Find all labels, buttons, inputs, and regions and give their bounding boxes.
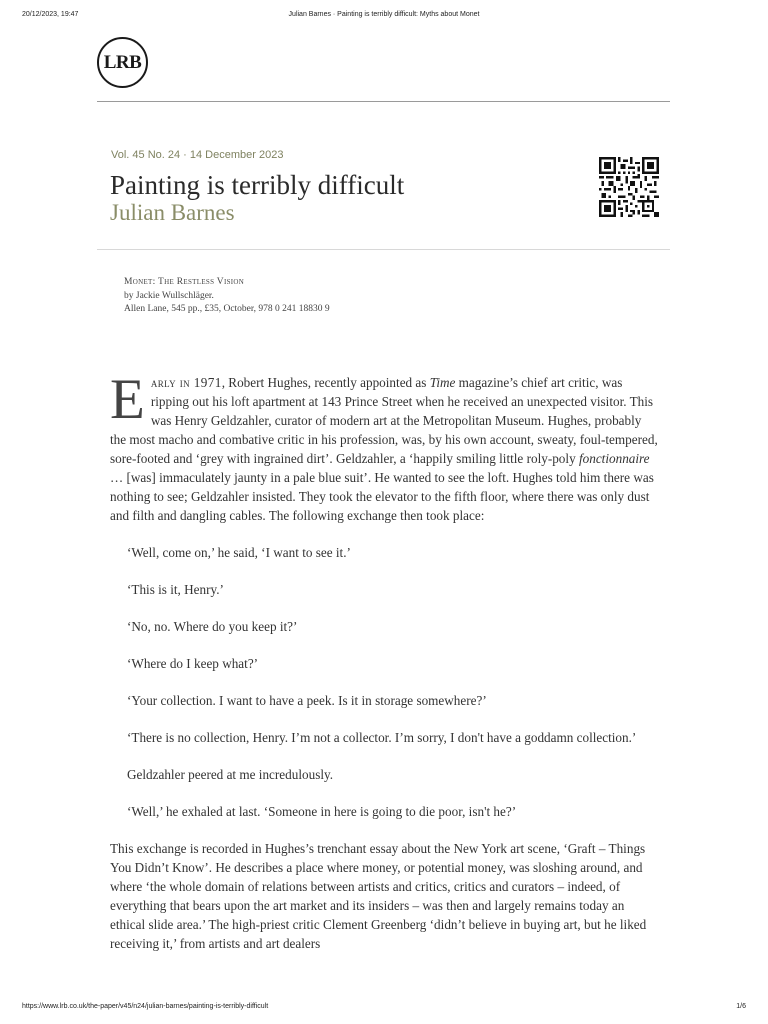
article-title: Painting is terribly difficult	[110, 170, 405, 200]
body-paragraph-1	[110, 368, 660, 525]
article-author[interactable]: Julian Barnes	[110, 200, 235, 225]
dialogue-line: ‘Well, come on,’ he said, ‘I want to see it.’	[127, 545, 351, 560]
title-divider	[97, 249, 670, 250]
p1-italic-time: Time	[429, 375, 456, 390]
issue-info[interactable]: Vol. 45 No. 24 · 14 December 2023	[111, 149, 284, 161]
dialogue-line: ‘Well,’ he exhaled at last. ‘Someone in here is going to die poor, isn't he?’	[127, 804, 517, 819]
drop-cap: E	[110, 368, 145, 431]
book-info	[124, 276, 330, 317]
dialogue-line: Geldzahler peered at me incredulously.	[127, 767, 334, 782]
dialogue-line: ‘This is it, Henry.’	[127, 582, 224, 597]
print-page-number: 1/6	[736, 1003, 746, 1010]
dialogue-line: ‘Where do I keep what?’	[127, 656, 259, 671]
body-paragraph-2: This exchange is recorded in Hughes’s trenchant essay about the New York art scene, ‘Graft – Things You Didn’t Know’. He describes a place where money, or potential money, was sloshing around, and where ‘the whole domain of relations between artists and critics, critics and curators – indeed, of everything that bears upon the art market and its insiders – was then and largely remains today an ethical slide area.’ The high-priest critic Clement Greenberg ‘didn’t believe in buying art, but he liked receiving it,’ from artists and art dealers	[110, 841, 647, 951]
dialogue-line: ‘No, no. Where do you keep it?’	[127, 619, 298, 634]
book-byline: by Jackie Wullschläger.	[124, 290, 214, 301]
dialogue-block	[110, 543, 660, 821]
dialogue-line: ‘There is no collection, Henry. I’m not a collector. I’m sorry, I don't have a goddamn collection.’	[127, 730, 637, 745]
p1-italic-fonctionnaire: fonctionnaire	[578, 451, 650, 466]
qr-code-icon	[598, 157, 660, 217]
print-page-title: Julian Barnes · Painting is terribly difficult: Myths about Monet	[288, 11, 480, 18]
p1-text-b: magazine’s chief art critic, was ripping out his loft apartment at 143 Prince Street when he received an unexpected visitor. This was Henry Geldzahler, curator of modern art at the Metropolitan Museum. Hughes, probably the most macho and combative critic in his profession, was, by his own account, sweaty, foul-tempered, sore-footed and ‘grey with ingrained dirt’. Geldzahler, a ‘happily smiling little roly-poly	[110, 375, 658, 466]
article-body	[110, 368, 660, 953]
print-datetime: 20/12/2023, 19:47	[22, 11, 79, 18]
header-divider	[97, 101, 670, 102]
print-url: https://www.lrb.co.uk/the-paper/v45/n24/julian-barnes/painting-is-terribly-difficult	[22, 1003, 269, 1010]
book-title[interactable]: Monet: The Restless Vision	[124, 277, 245, 287]
dialogue-line: ‘Your collection. I want to have a peek. Is it in storage somewhere?’	[127, 693, 487, 708]
book-details: Allen Lane, 545 pp., £35, October, 978 0 241 18830 9	[124, 304, 330, 314]
p1-text-c: … [was] immaculately jaunty in a pale blue suit’. He wanted to see the loft. Hughes told him there was nothing to see; Geldzahler insisted. They took the elevator to the fifth floor, where there was only dust and filth and dangling cables. The following exchange then took place:	[110, 470, 654, 523]
opening-smallcaps: arly in 1971	[150, 375, 222, 390]
lrb-logo[interactable]: LRB	[97, 37, 148, 88]
p1-text-a: , Robert Hughes, recently appointed as	[221, 375, 430, 390]
